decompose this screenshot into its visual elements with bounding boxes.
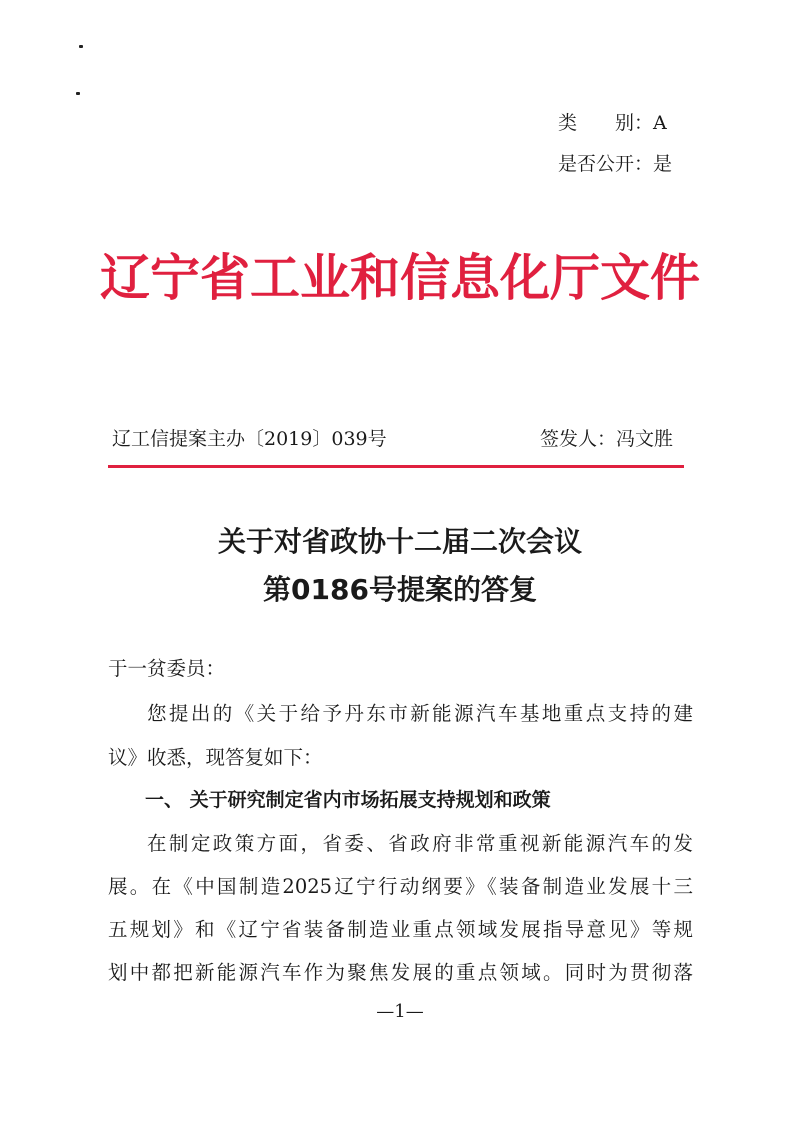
doc-title-line-2: 第0186号提案的答复 bbox=[263, 573, 537, 606]
scan-mark-1 bbox=[79, 45, 83, 48]
body-line: 五规划》和《辽宁省装备制造业重点领域发展指导意见》等规 bbox=[108, 918, 693, 941]
doc-title-line-1: 关于对省政协十二届二次会议 bbox=[217, 525, 582, 558]
red-divider bbox=[108, 465, 684, 468]
signer: 签发人：冯文胜 bbox=[540, 428, 674, 450]
body-line: 议》收悉，现答复如下： bbox=[108, 746, 323, 769]
section-heading: 一、 关于研究制定省内市场拓展支持规划和政策 bbox=[145, 789, 551, 811]
body-line: 在制定政策方面，省委、省政府非常重视新能源汽车的发 bbox=[147, 832, 693, 855]
body-line: 您提出的《关于给予丹东市新能源汽车基地重点支持的建 bbox=[147, 702, 693, 725]
body-line: 展。在《中国制造2025辽宁行动纲要》《装备制造业发展十三 bbox=[108, 875, 693, 898]
body-line: 划中都把新能源汽车作为聚焦发展的重点领域。同时为贯彻落 bbox=[108, 961, 693, 984]
category-value: A bbox=[653, 112, 667, 134]
salutation: 于一贫委员： bbox=[108, 657, 226, 680]
masthead-title: 辽宁省工业和信息化厅文件 bbox=[100, 249, 700, 307]
public-row bbox=[558, 152, 672, 176]
page-number: —1— bbox=[376, 1001, 424, 1022]
scan-mark-2 bbox=[76, 92, 80, 95]
document-number: 辽工信提案主办〔2019〕039号 bbox=[112, 428, 387, 450]
public-label: 是否公开： bbox=[558, 153, 654, 175]
public-value: 是 bbox=[653, 153, 673, 175]
category-label: 类 别： bbox=[558, 112, 654, 134]
category-row bbox=[558, 111, 667, 135]
